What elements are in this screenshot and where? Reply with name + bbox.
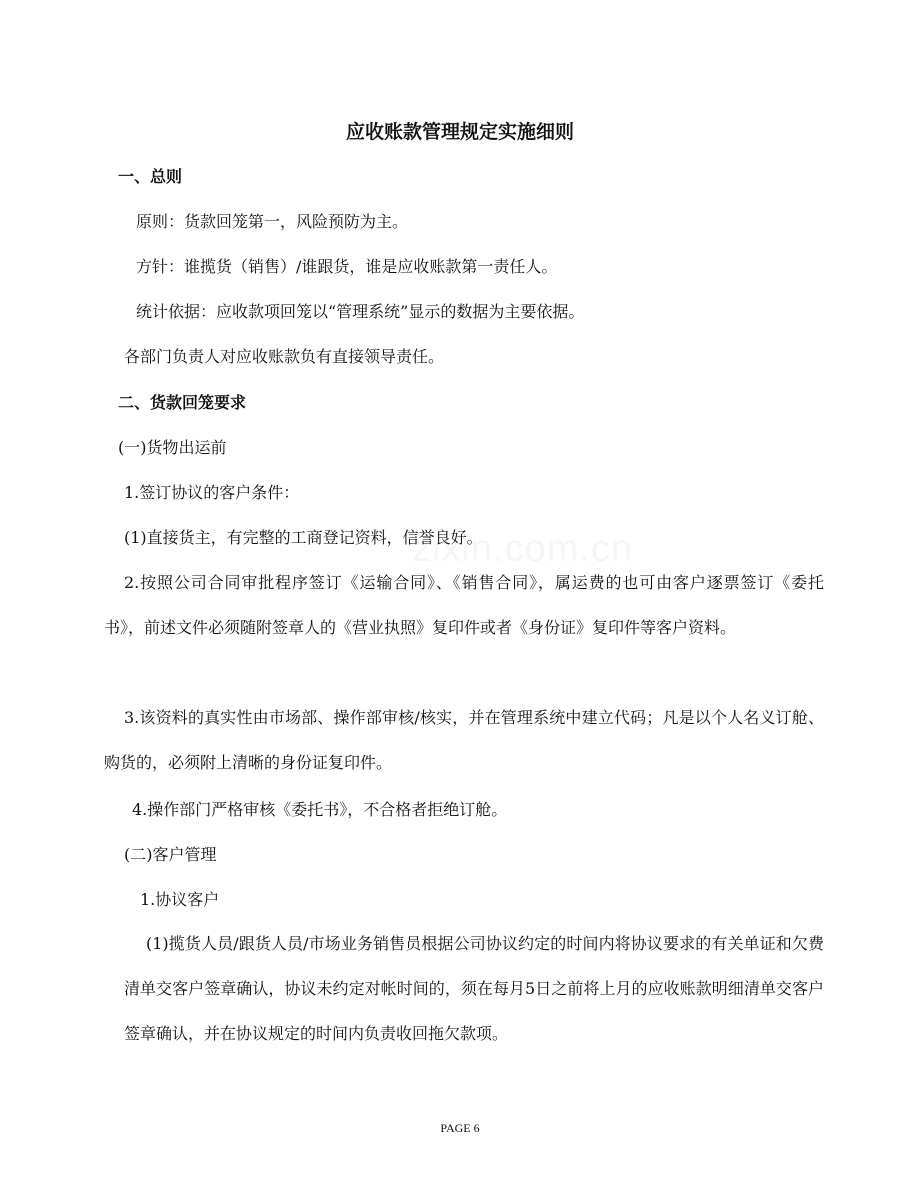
section-heading-collection: 二、货款回笼要求 xyxy=(118,393,247,412)
subsection-client-management: (二)客户管理 xyxy=(124,845,217,864)
item-3-verification-paragraph: 3.该资料的真实性由市场部、操作部审核/核实，并在管理系统中建立代码；凡是以个人名义订舱、购货的，必须附上清晰的身份证复印件。 xyxy=(104,708,824,772)
subsection-before-shipment: (一)货物出运前 xyxy=(118,438,227,457)
document-title: 应收账款管理规定实施细则 xyxy=(345,121,574,143)
page-number: PAGE 6 xyxy=(440,1121,480,1135)
statistics-basis-line: 统计依据：应收款项回笼以“管理系统”显示的数据为主要依据。 xyxy=(136,302,585,321)
page-footer xyxy=(0,1119,920,1137)
item-1-client-conditions: 1.签订协议的客户条件： xyxy=(124,483,300,502)
item-2-contract-paragraph: 2.按照公司合同审批程序签订《运输合同》、《销售合同》，属运费的也可由客户逐票签订《委托书》，前述文件必须随附签章人的《营业执照》复印件或者《身份证》复印件等客户资料。 xyxy=(104,573,824,637)
principle-line: 原则：货款回笼第一，风险预防为主。 xyxy=(136,212,409,231)
watermark-text: zixin.com.cn xyxy=(412,528,634,570)
section-heading-general: 一、总则 xyxy=(118,167,183,186)
item-1a-direct-owner: (1)直接货主，有完整的工商登记资料，信誉良好。 xyxy=(124,528,483,547)
responsibility-line: 各部门负责人对应收账款负有直接领导责任。 xyxy=(124,347,445,366)
policy-line: 方针：谁揽货（销售）/谁跟货，谁是应收账款第一责任人。 xyxy=(136,257,558,276)
agreement-clients-line: 1.协议客户 xyxy=(140,890,220,909)
item-4-review-line: 4.操作部门严格审核《委托书》，不合格者拒绝订舱。 xyxy=(132,800,508,819)
agreement-clients-paragraph: (1)揽货人员/跟货人员/市场业务销售员根据公司协议约定的时间内将协议要求的有关单证和欠费清单交客户签章确认，协议未约定对帐时间的，须在每月5日之前将上月的应收账款明细清单交客户签章确认，并在协议规定的时间内负责收回拖欠款项。 xyxy=(124,934,824,1043)
